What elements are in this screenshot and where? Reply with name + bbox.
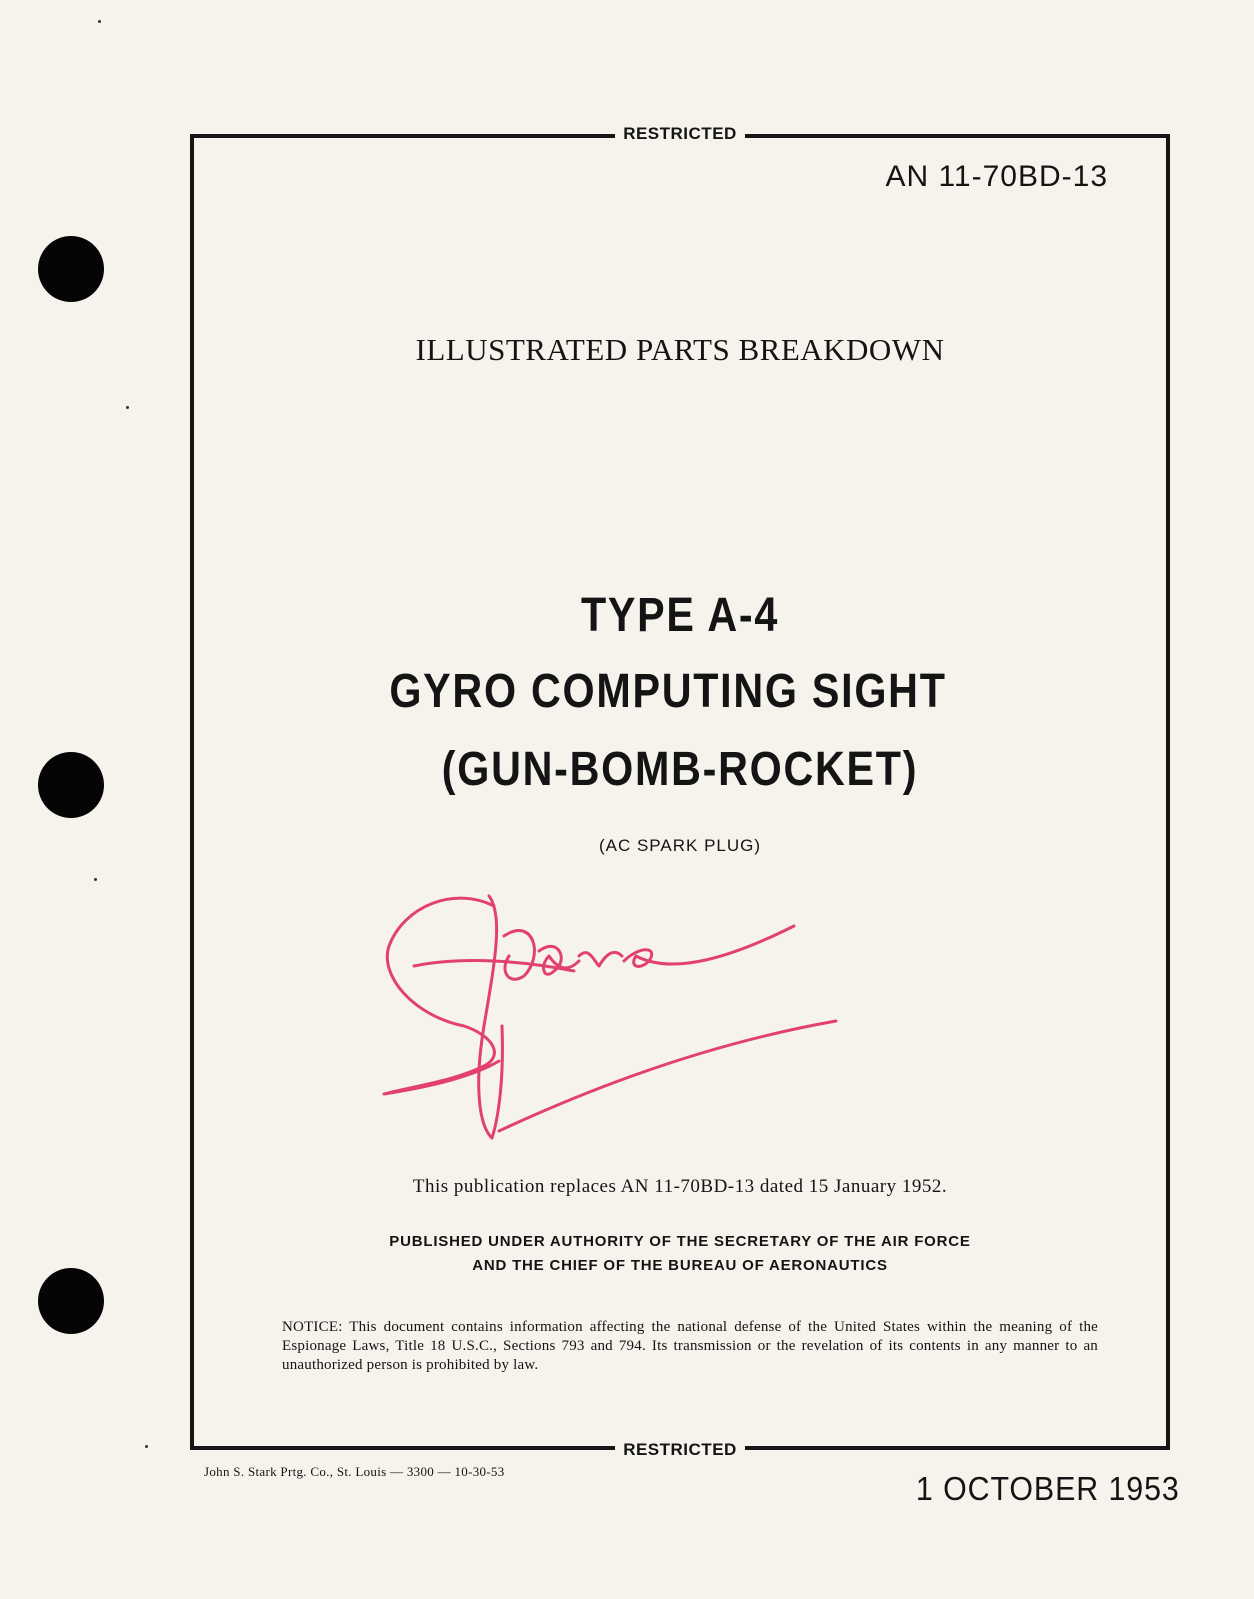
manufacturer: (AC SPARK PLUG) [598,836,762,855]
punch-hole-top [38,236,104,302]
paper-speck [98,20,101,23]
document-border [190,124,1170,1459]
punch-hole-bottom [38,1268,104,1334]
authority-line-2: AND THE CHIEF OF THE BUREAU OF AERONAUTICS [472,1257,888,1274]
paper-speck [126,406,129,409]
document-heading: ILLUSTRATED PARTS BREAKDOWN [415,332,945,367]
classification-bottom: RESTRICTED [194,1440,1166,1460]
punch-hole-middle [38,752,104,818]
publication-date: 1 OCTOBER 1953 [916,1470,1180,1507]
paper-speck [94,878,97,881]
title-line-2: GYRO COMPUTING SIGHT [389,665,947,718]
replaces-note: This publication replaces AN 11-70BD-13 dated 15 January 1952. [412,1176,948,1197]
printer-imprint: John S. Stark Prtg. Co., St. Louis — 3300 — 10-30-53 [204,1464,505,1479]
security-notice: NOTICE: This document contains information affecting the national defense of the United States within the meaning of the Espionage Laws, Title 18 U.S.C., Sections 793 and 794. Its transmission or the revelation of its contents in any manner to an unauthorized person is prohibited by law. [282,1319,1098,1373]
publishing-authority [194,1230,1166,1278]
authority-line-1: PUBLISHED UNDER AUTHORITY OF THE SECRETARY OF THE AIR FORCE [389,1233,971,1250]
paper-speck [145,1445,148,1448]
handwritten-signature [374,876,844,1166]
classification-top: RESTRICTED [194,124,1166,144]
publication-number: AN 11-70BD-13 [885,160,1108,193]
title-line-1: TYPE A-4 [580,589,780,642]
title-line-3: (GUN-BOMB-ROCKET) [441,743,919,796]
